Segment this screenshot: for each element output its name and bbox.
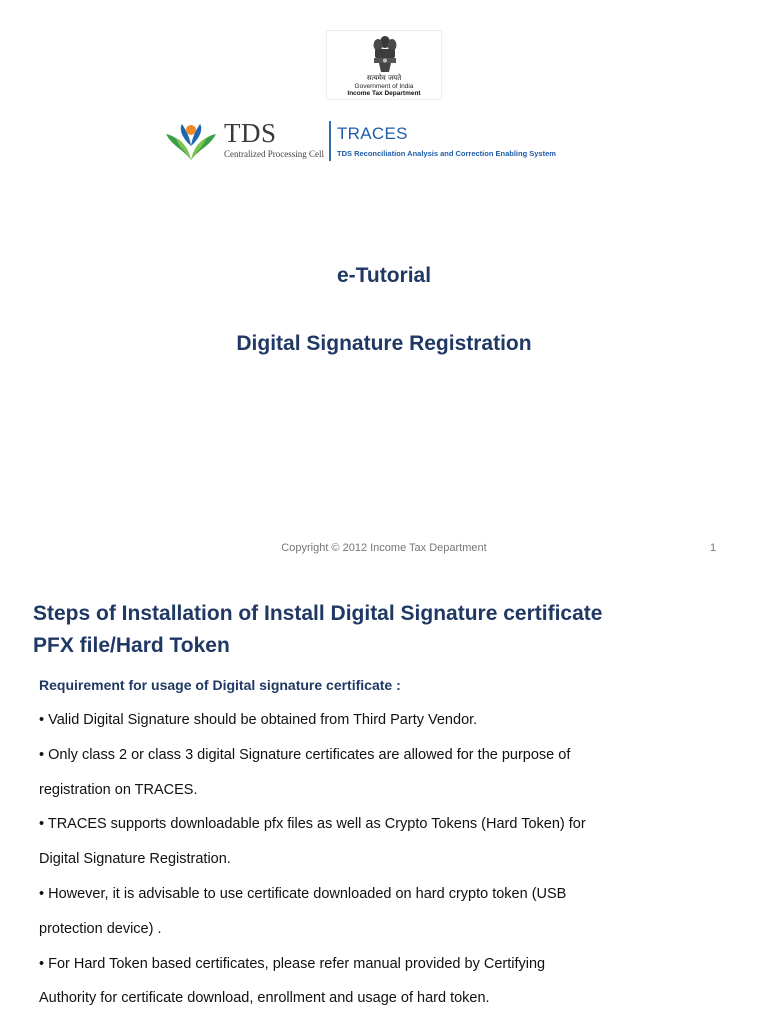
copyright-footer: Copyright © 2012 Income Tax Department [281, 542, 487, 554]
traces-subtitle: TDS Reconciliation Analysis and Correction Enabling System [337, 149, 556, 158]
tds-subtitle: Centralized Processing Cell [224, 149, 324, 159]
body-line: registration on TRACES. [39, 781, 198, 798]
body-line: • However, it is advisable to use certificate downloaded on hard crypto token (USB [39, 885, 567, 902]
slide-title-line: PFX file/Hard Token [33, 634, 230, 657]
body-line: • TRACES supports downloadable pfx files as well as Crypto Tokens (Hard Token) for [39, 816, 586, 833]
tds-wordmark: TDS [224, 118, 277, 148]
section-heading: Requirement for usage of Digital signature certificate : [39, 677, 401, 693]
ashoka-emblem-icon [371, 34, 399, 74]
body-line: Authority for certificate download, enrollment and usage of hard token. [39, 990, 490, 1007]
slide-title [33, 598, 733, 662]
slide-title-line: Steps of Installation of Install Digital Signature certificate [33, 602, 603, 625]
body-line: • Only class 2 or class 3 digital Signature certificates are allowed for the purpose of [39, 746, 571, 763]
content-slide [0, 576, 768, 1024]
emblem-government-label: Government of India [354, 83, 414, 90]
body-line: Digital Signature Registration. [39, 851, 231, 868]
tutorial-subtitle: Digital Signature Registration [236, 332, 532, 355]
logo-divider [329, 121, 331, 161]
tds-traces-logo [164, 118, 614, 164]
emblem-department-label: Income Tax Department [347, 90, 421, 97]
body-line: • Valid Digital Signature should be obtained from Third Party Vendor. [39, 712, 478, 728]
traces-wordmark: TRACES [337, 124, 408, 143]
government-emblem [326, 30, 442, 100]
tutorial-title: e-Tutorial [336, 264, 432, 287]
emblem-motto: सत्यमेव जयते [366, 74, 402, 82]
requirements-list [39, 703, 739, 1016]
body-line: protection device) . [39, 920, 162, 937]
tds-flower-icon [164, 120, 218, 162]
page-number: 1 [710, 542, 717, 554]
body-line: • For Hard Token based certificates, please refer manual provided by Certifying [39, 955, 546, 972]
